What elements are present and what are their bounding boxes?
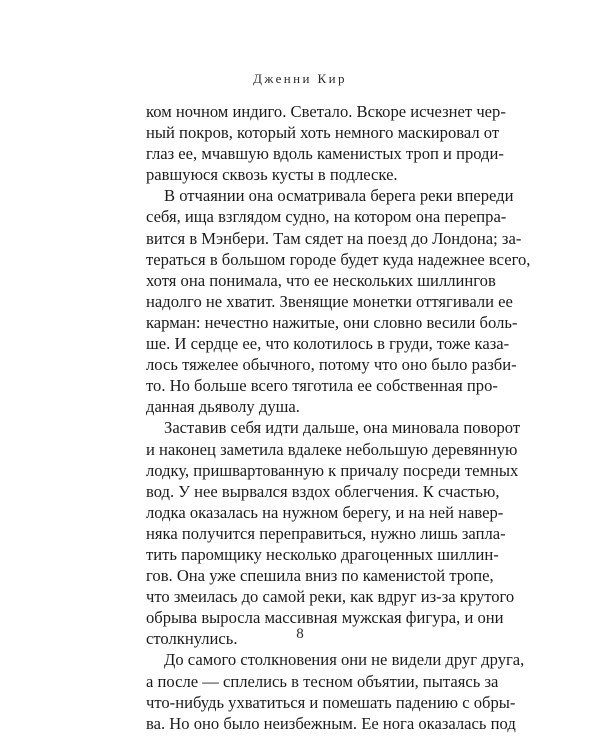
text-line: лось тяжелее обычного, потому что оно было разби-: [146, 355, 517, 375]
running-head: Дженни Кир: [253, 71, 347, 86]
text-line: что-нибудь ухватиться и помешать падению с обры-: [146, 692, 516, 712]
text-line: ный покров, который хоть немного маскировал от: [146, 123, 500, 143]
text-line: обрыва выросла массивная мужская фигура, и они: [146, 608, 504, 628]
text-line: ше. И сердце ее, что колотилось в груди, тоже каза-: [146, 334, 510, 354]
text-line: лодка оказалась на нужном берегу, и на ней навер-: [146, 502, 504, 522]
text-line: вод. У нее вырвался вздох облегчения. К счастью,: [146, 481, 500, 501]
text-line: столкнулись.: [146, 629, 238, 649]
text-line: карман: нечестно нажитые, они словно весили боль-: [146, 312, 518, 332]
text-line: В отчаянии она осматривала берега реки впереди: [164, 186, 514, 206]
text-line: и наконец заметила вдалеке небольшую деревянную: [146, 439, 518, 459]
paragraph: [146, 185, 531, 417]
paragraph: [146, 649, 525, 733]
paragraph: [146, 417, 521, 649]
text-line: то. Но больше всего тяготила ее собственная про-: [146, 376, 498, 396]
text-line: а после — сплелись в тесном объятии, пытаясь за: [146, 671, 499, 691]
text-line: данная дьяволу душа.: [146, 397, 300, 417]
text-line: ва. Но оно было неизбежным. Ее нога оказалась под: [146, 713, 516, 733]
page-number: 8: [296, 626, 304, 642]
text-line: вится в Мэнбери. Там сядет на поезд до Лондона; за-: [146, 228, 522, 248]
text-line: себя, ища взглядом судно, на котором она перепра-: [146, 207, 507, 227]
text-line: равшуюся сквозь кусты в подлеске.: [146, 165, 398, 185]
text-line: Заставив себя идти дальше, она миновала поворот: [164, 418, 521, 438]
text-line: что змеилась до самой реки, как вдруг из-за крутого: [146, 587, 515, 607]
text-line: гов. Она уже спешила вниз по каменистой тропе,: [146, 566, 494, 586]
text-line: ком ночном индиго. Светало. Вскоре исчезнет чер-: [146, 102, 506, 121]
text-line: До самого столкновения они не видели друг друга,: [164, 650, 525, 670]
text-line: няка получится переправиться, нужно лишь запла-: [146, 523, 506, 543]
paragraph: [146, 101, 506, 185]
text-line: лодку, пришвартованную к причалу посреди темных: [146, 460, 519, 480]
text-line: глаз ее, мчавшую вдоль каменистых троп и проди-: [146, 144, 504, 164]
text-line: надолго не хватит. Звенящие монетки оттягивали ее: [146, 291, 513, 311]
text-line: тераться в большом городе будет куда надежнее всего,: [146, 249, 531, 269]
text-line: хотя она понимала, что ее нескольких шиллингов: [146, 270, 496, 290]
text-line: тить паромщику несколько драгоценных шиллин-: [146, 544, 499, 564]
